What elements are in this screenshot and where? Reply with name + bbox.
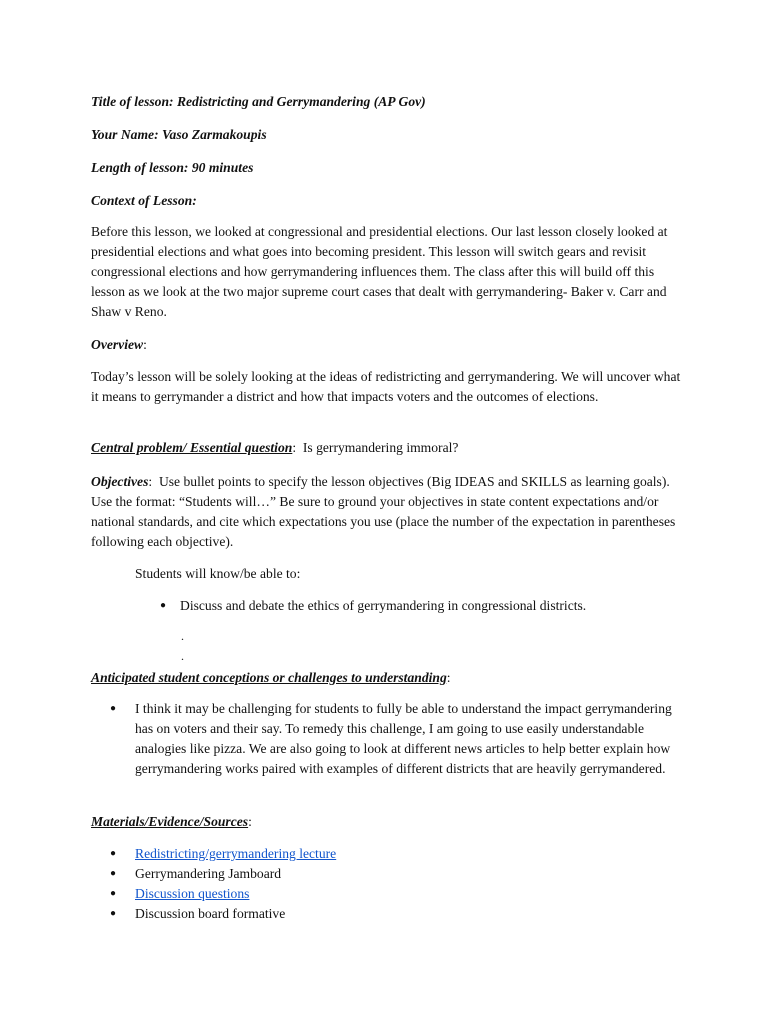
- bullet-icon: ●: [160, 600, 167, 611]
- lesson-title: Title of lesson: Redistricting and Gerrymandering (AP Gov): [91, 94, 426, 109]
- placeholder-dot: .: [181, 629, 184, 643]
- overview-heading: Overview: [91, 337, 144, 352]
- list-item: [110, 699, 690, 799]
- author-name: Your Name: Vaso Zarmakoupis: [91, 127, 267, 142]
- lesson-length: Length of lesson: 90 minutes: [91, 160, 254, 175]
- objectives-colon: :: [148, 474, 153, 489]
- overview-line: [91, 335, 681, 355]
- central-heading: Central problem/ Essential question: [91, 440, 293, 455]
- central-colon: :: [292, 440, 297, 455]
- discussion-board-text: Discussion board formative: [135, 906, 286, 921]
- placeholder-dot: .: [181, 649, 184, 663]
- lecture-link[interactable]: Redistricting/gerrymandering lecture: [135, 846, 337, 861]
- overview-paragraph: Today’s lesson will be solely looking at the ideas of redistricting and gerrymandering. We will uncover what it means to gerrymander a district and how that impacts voters and the outcomes of elections.: [91, 369, 681, 404]
- objectives-instructions: Use bullet points to specify the lesson objectives (Big IDEAS and SKILLS as learning goals). Use the format: “Students will…” Be sure to ground your objectives in state content expectations and/or national standards, and cite which expectations you use (place the number of the expectation in parentheses following each objective).: [91, 474, 676, 549]
- jamboard-text: Gerrymandering Jamboard: [135, 866, 282, 881]
- discussion-questions-link[interactable]: Discussion questions: [135, 886, 250, 901]
- central-question: Is gerrymandering immoral?: [302, 440, 459, 455]
- central-question-line: [91, 438, 681, 458]
- bullet-icon: ●: [110, 703, 117, 714]
- bullet-icon: ●: [110, 908, 117, 919]
- objectives-heading: Objectives: [91, 474, 149, 489]
- anticipated-line: [91, 668, 681, 688]
- overview-colon: :: [143, 337, 147, 352]
- anticipated-heading: Anticipated student conceptions or challenges to understanding: [91, 670, 447, 685]
- bullet-icon: ●: [110, 888, 117, 899]
- context-paragraph: Before this lesson, we looked at congressional and presidential elections. Our last lesson closely looked at presidential elections and what goes into becoming president. This lesson will switch gears and revisit congressional elections and how gerrymandering influences them. The class after this will build off this lesson as we look at the two major supreme court cases that dealt with gerrymandering- Baker v. Carr and Shaw v Reno.: [91, 224, 668, 319]
- bullet-icon: ●: [110, 868, 117, 879]
- materials-colon: :: [248, 814, 252, 829]
- challenge-text: I think it may be challenging for students to fully be able to understand the impact gerrymandering has on voters and their say. To remedy this challenge, I am going to use easily understandable analogies like pizza. We are also going to look at different news articles to help better explain how gerrymandering works paired with examples of different districts that are heavily gerrymandered.: [135, 701, 672, 776]
- objective-text: Discuss and debate the ethics of gerrymandering in congressional districts.: [180, 598, 587, 613]
- materials-heading: Materials/Evidence/Sources: [91, 814, 249, 829]
- objectives-paragraph: [91, 472, 681, 552]
- bullet-icon: ●: [110, 848, 117, 859]
- context-heading: Context of Lesson:: [91, 193, 197, 208]
- anticipated-colon: :: [446, 670, 451, 685]
- materials-line: [91, 812, 681, 832]
- students-will-label: Students will know/be able to:: [135, 566, 301, 581]
